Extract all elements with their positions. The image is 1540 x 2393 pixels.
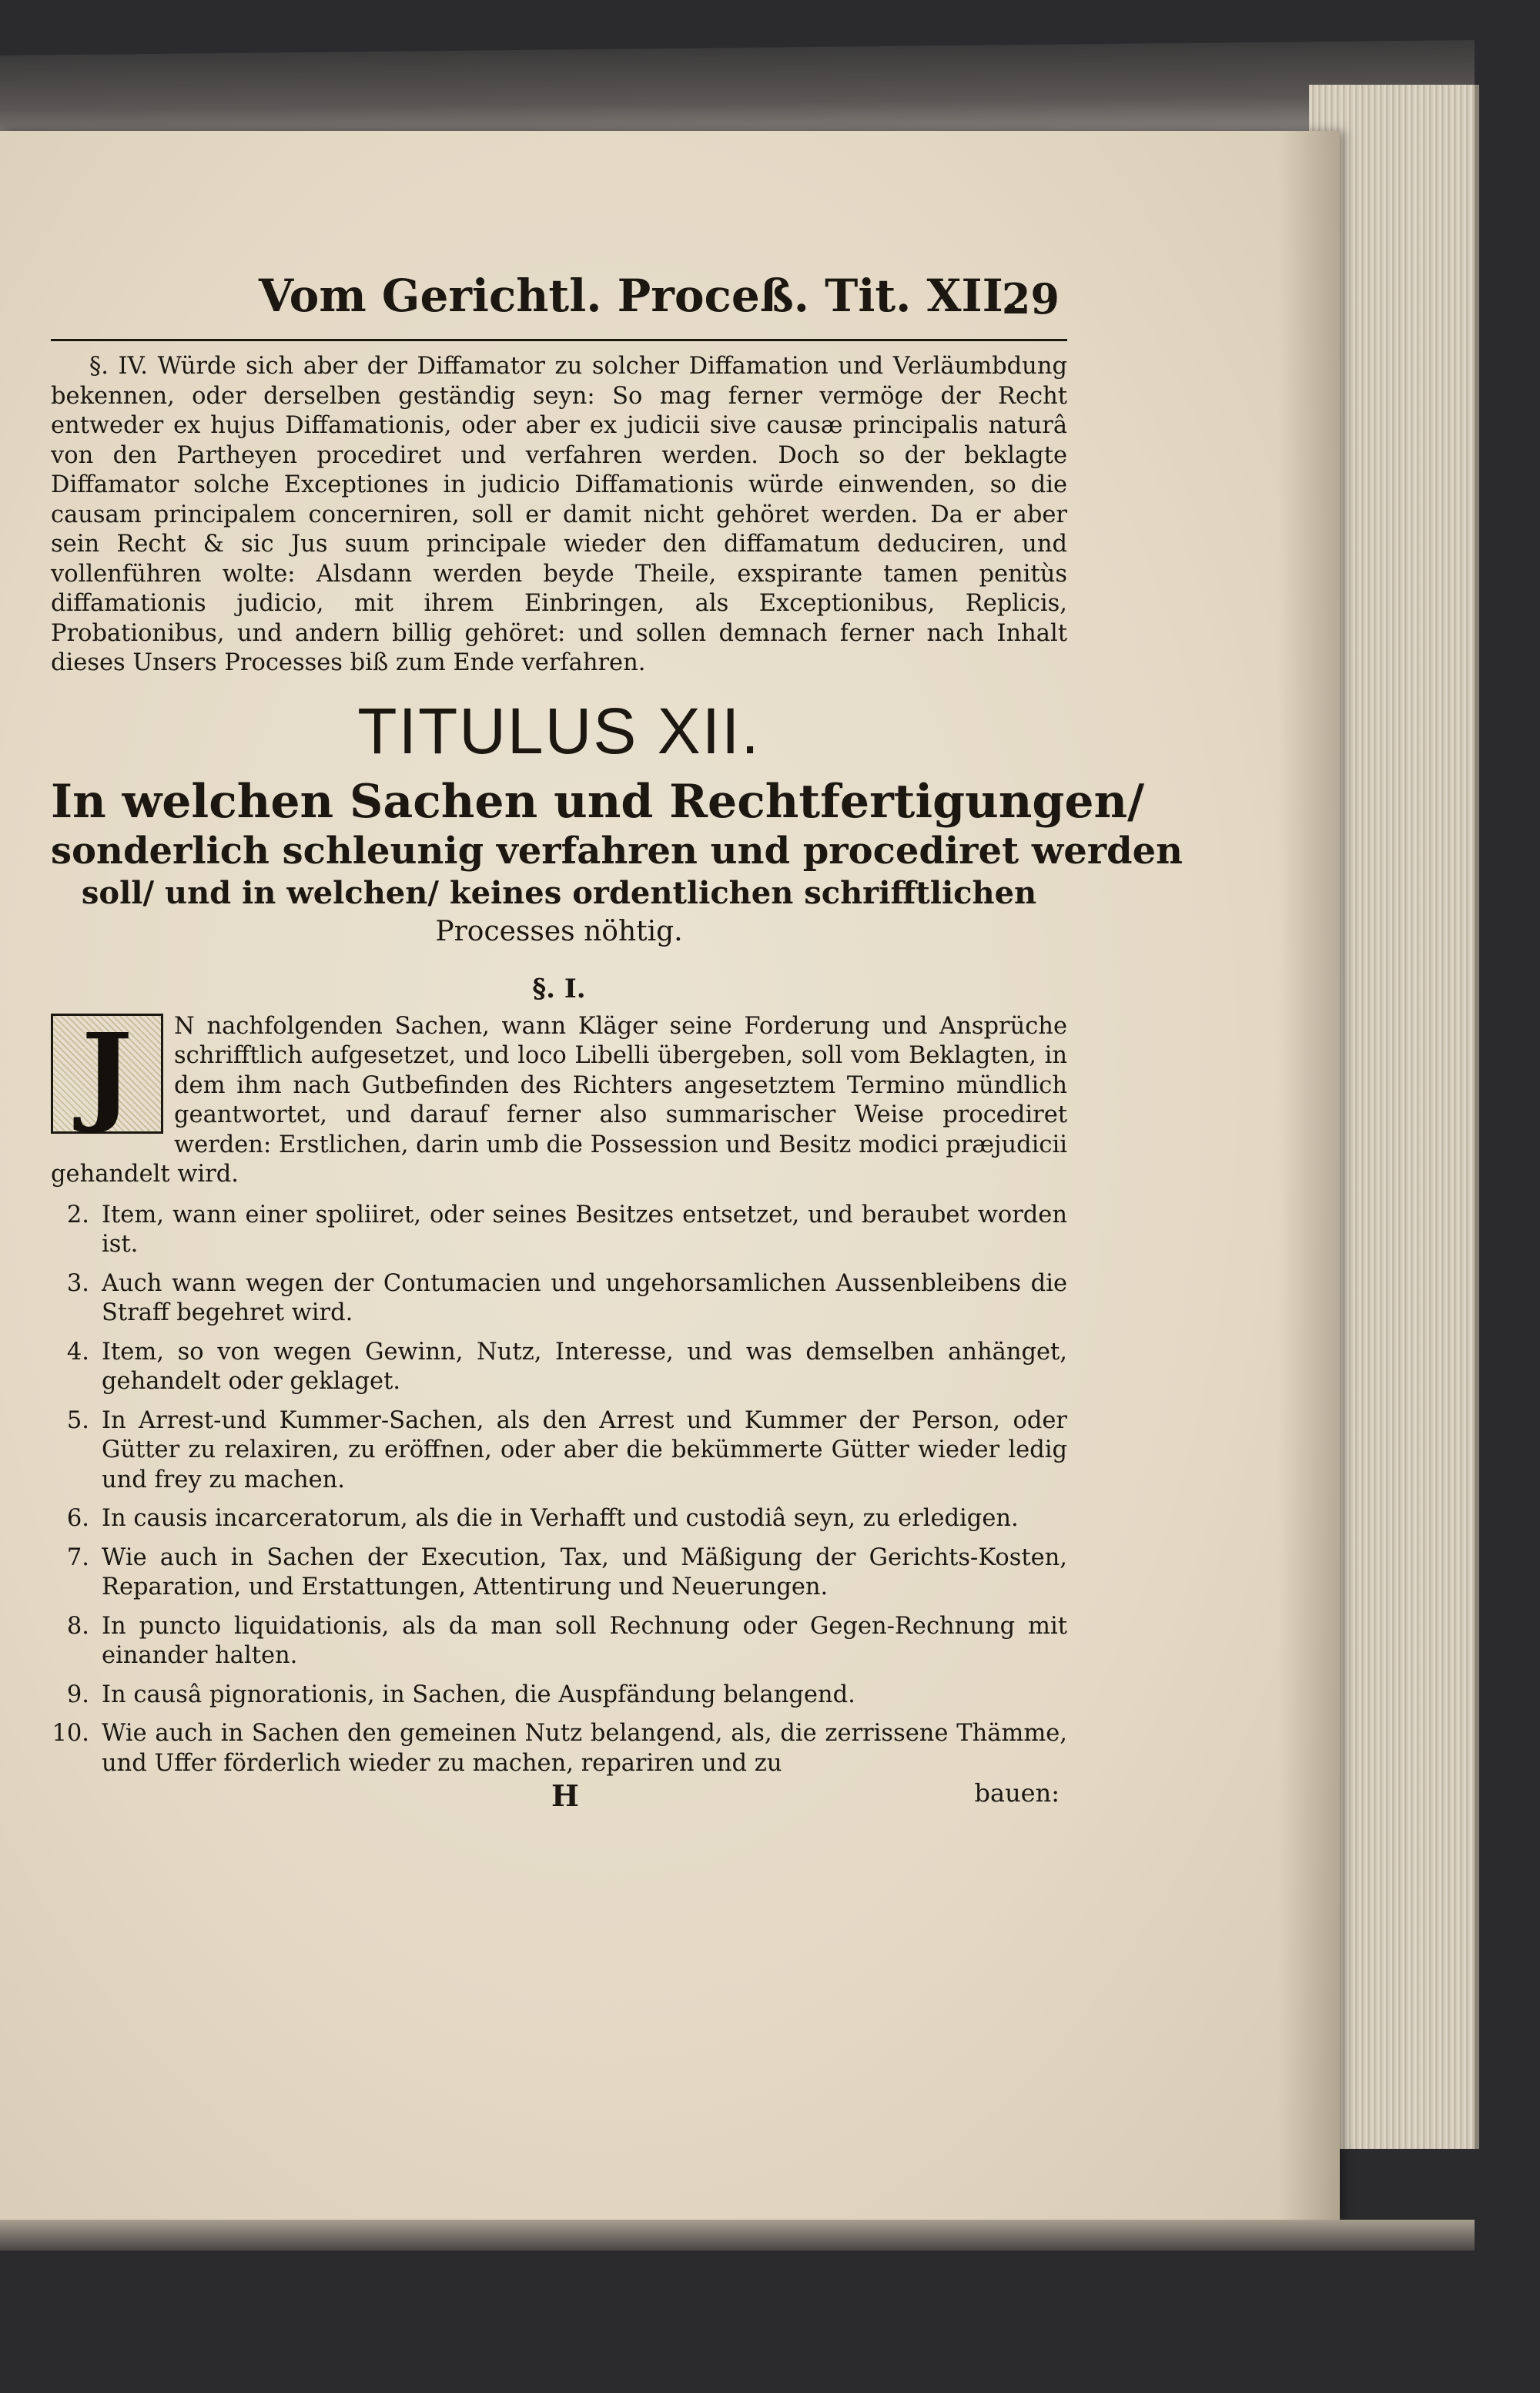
list-item-text: Auch wann wegen der Contumacien und ungehorsamlichen Aussenbleibens die Straff begehret wird. <box>102 1269 1067 1326</box>
signature-mark: H <box>551 1778 579 1813</box>
title-line-4: Processes nöhtig. <box>435 915 683 947</box>
list-item-text: In causis incarceratorum, als die in Verhafft und custodiâ seyn, zu erledigen. <box>102 1505 1019 1532</box>
title-line-2: sonderlich schleunig verfahren und procediret werden <box>51 829 1183 873</box>
section-iv-paragraph: §. IV. Würde sich aber der Diffamator zu solcher Diffamation und Verläumbdung bekennen, oder derselben geständig seyn: So mag ferner vermöge der Recht entweder ex hujus Diffamationis, oder aber ex judicii sive causæ principalis naturâ von den Partheyen procediret und verfahren werden. Doch so der beklagte Diffamator solche Exceptiones in judicio Diffamationis würde einwenden, so die causam principalem concerniren, soll er damit nicht gehöret werden. Da er aber sein Recht & sic Jus suum principale wieder den diffamatum deduciren, und vollenführen wolte: Alsdann werden beyde Theile, exspirante tamen penitùs diffamationis judicio, mit ihrem Einbringen, als Exceptionibus, Replicis, Probationibus, und andern billig gehöret: und sollen demnach ferner nach Inhalt dieses Unsers Processes biß zum Ende verfahren. <box>51 353 1067 676</box>
section-i-block <box>51 1012 1067 1190</box>
list-item-text: In puncto liquidationis, als da man soll Rechnung oder Gegen-Rechnung mit einander halten. <box>102 1612 1067 1669</box>
list-item <box>51 1201 1067 1260</box>
list-item-number: 2. <box>66 1201 89 1228</box>
section-i-mark: §. I. <box>532 973 586 1004</box>
section-i-paragraph: N nachfolgenden Sachen, wann Kläger seine Forderung und Ansprüche schrifftlich aufgesetzet, und loco Libelli übergeben, soll vom Beklagten, in dem ihm nach Gutbefinden des Richters angesetztem Termino mündlich geantwortet, und darauf ferner also summarischer Weise procediret werden: Erstlichen, darin umb die Possession und Besitz modici præjudicii gehandelt wird. <box>51 1012 1067 1188</box>
page-text-block <box>51 270 1183 1817</box>
list-item-number: 6. <box>66 1505 89 1532</box>
list-item <box>51 1406 1067 1496</box>
title-line-1: In welchen Sachen und Rechtfertigungen/ <box>51 774 1145 829</box>
list-item-text: Wie auch in Sachen den gemeinen Nutz belangend, als, die zerrissene Thämme, und Uffer förderlich wieder zu machen, repariren und zu <box>102 1720 1067 1777</box>
list-item <box>51 1269 1067 1329</box>
running-title: Vom Gerichtl. Proceß. Tit. XII. <box>259 270 1019 322</box>
decorated-initial <box>51 1010 163 1137</box>
list-item-text: Wie auch in Sachen der Execution, Tax, und Mäßigung der Gerichts-Kosten, Reparation, und Erstattungen, Attentirung und Neuerungen. <box>102 1543 1067 1600</box>
list-item <box>51 1504 1067 1534</box>
numbered-items-list <box>51 1201 1067 1779</box>
list-item <box>51 1338 1067 1397</box>
page-gutter-shadow <box>1278 131 1340 2220</box>
catchword: bauen: <box>974 1778 1060 1808</box>
list-item-number: 3. <box>66 1269 89 1297</box>
list-item <box>51 1612 1067 1671</box>
list-item <box>51 1543 1067 1603</box>
list-item-number: 8. <box>66 1612 89 1640</box>
list-item-number: 4. <box>66 1338 89 1366</box>
list-item <box>51 1681 1067 1711</box>
book-bottom-edge <box>0 2220 1475 2251</box>
list-item-text: Item, wann einer spoliiret, oder seines Besitzes entsetzet, und beraubet worden ist. <box>102 1201 1067 1258</box>
list-item-number: 5. <box>66 1406 89 1434</box>
list-item <box>51 1719 1067 1778</box>
page-header <box>51 270 1067 341</box>
list-item-number: 10. <box>52 1720 89 1747</box>
list-item-text: In Arrest-und Kummer-Sachen, als den Arrest und Kummer der Person, oder Gütter zu relaxiren, zu eröffnen, oder aber die bekümmerte Gütter wieder ledig und frey zu machen. <box>102 1406 1067 1493</box>
page-footer <box>51 1778 1067 1817</box>
page-number: 29 <box>1001 274 1060 323</box>
title-line-3: soll/ und in welchen/ keines ordentlichen schrifftlichen <box>81 874 1037 911</box>
list-item-text: In causâ pignorationis, in Sachen, die Auspfändung belangend. <box>102 1681 855 1708</box>
titulus-heading: TITULUS XII. <box>357 694 761 767</box>
list-item-number: 9. <box>66 1681 89 1708</box>
decorated-initial-letter: J <box>81 1010 133 1137</box>
list-item-text: Item, so von wegen Gewinn, Nutz, Interesse, und was demselben anhänget, gehandelt oder geklaget. <box>102 1338 1067 1395</box>
list-item-number: 7. <box>66 1543 89 1571</box>
